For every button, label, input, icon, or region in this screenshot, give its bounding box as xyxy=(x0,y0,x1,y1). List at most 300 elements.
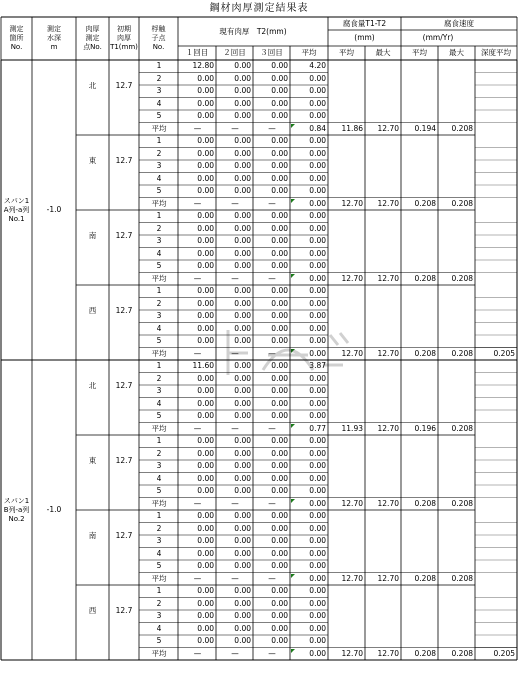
measurement-point-no: 3 xyxy=(156,461,162,470)
header-measurement-point xyxy=(139,17,178,60)
thickness-value: 0.00 xyxy=(234,523,251,533)
thickness-value: 0.00 xyxy=(234,98,251,108)
thickness-value: 0.00 xyxy=(271,286,288,295)
header-current-thickness: 現有肉厚 T2(mm) xyxy=(219,27,287,36)
average-value: — xyxy=(193,123,202,133)
average-value: — xyxy=(193,423,202,433)
thickness-value: 0.00 xyxy=(197,98,214,108)
corrosion-value: 0.208 xyxy=(414,273,436,283)
thickness-value: 0.00 xyxy=(271,511,288,520)
thickness-value: 0.00 xyxy=(309,611,326,620)
thickness-value: 0.00 xyxy=(234,386,251,395)
corrosion-value: 0.208 xyxy=(414,198,436,208)
depth-value: -1.0 xyxy=(46,505,62,514)
thickness-value: 0.00 xyxy=(271,361,288,370)
thickness-value: 0.00 xyxy=(271,98,288,108)
measurement-point-no: 2 xyxy=(156,148,162,158)
thickness-value: 0.00 xyxy=(309,486,326,495)
thickness-value: 0.00 xyxy=(197,336,214,345)
corrosion-value: 11.93 xyxy=(341,423,363,433)
measurement-point-no: 1 xyxy=(156,211,162,220)
thickness-value: 0.00 xyxy=(309,473,326,483)
thickness-value: 0.00 xyxy=(197,486,214,495)
corrosion-value: 12.70 xyxy=(341,198,363,208)
header-round: 平均 xyxy=(301,48,317,57)
span-label-line: B列-a列 xyxy=(3,505,30,514)
thickness-value: 0.00 xyxy=(234,323,251,333)
average-value: — xyxy=(268,198,276,208)
measurement-point-no: 4 xyxy=(156,248,162,258)
thickness-value: 0.00 xyxy=(197,548,214,558)
thickness-value: 0.00 xyxy=(197,411,214,420)
thickness-value: 0.00 xyxy=(271,61,288,70)
thickness-value: 0.00 xyxy=(234,173,251,183)
thickness-value: 0.00 xyxy=(309,223,326,233)
thickness-value: 0.00 xyxy=(271,611,288,620)
thickness-value: 0.00 xyxy=(197,436,214,445)
corrosion-value: 12.70 xyxy=(377,573,399,583)
thickness-value: 0.00 xyxy=(197,136,214,145)
header-sub-max: 最大 xyxy=(449,48,464,57)
thickness-value: 0.00 xyxy=(309,511,326,520)
header-depth-line: 水深 xyxy=(47,34,61,42)
average-value: — xyxy=(268,423,276,433)
thickness-value: 11.60 xyxy=(192,361,214,370)
corrosion-value: 11.86 xyxy=(341,123,363,133)
direction-label: 北 xyxy=(88,381,97,391)
span-label-line: No.2 xyxy=(8,514,25,523)
initial-thickness: 12.7 xyxy=(115,456,133,466)
measurement-point-no: 2 xyxy=(156,298,162,308)
thickness-value: 0.00 xyxy=(197,536,214,545)
thickness-value: 0.00 xyxy=(234,598,251,608)
average-value: 0.00 xyxy=(309,648,326,658)
corrosion-value: 0.208 xyxy=(451,198,473,208)
thickness-value: 0.00 xyxy=(197,86,214,95)
measurement-point-no: 2 xyxy=(156,373,162,383)
average-label: 平均 xyxy=(151,123,167,133)
thickness-value: 0.00 xyxy=(197,248,214,258)
depth-average-value: 0.205 xyxy=(493,348,515,358)
depth-average-value: 0.205 xyxy=(493,648,515,658)
thickness-value: 4.20 xyxy=(309,61,326,70)
thickness-value: 0.00 xyxy=(234,161,251,170)
thickness-value: 0.00 xyxy=(197,373,214,383)
thickness-value: 0.00 xyxy=(309,136,326,145)
measurement-point-no: 3 xyxy=(156,311,162,320)
thickness-value: 0.00 xyxy=(234,361,251,370)
header-location xyxy=(1,17,32,60)
average-value: — xyxy=(193,498,202,508)
thickness-value: 0.00 xyxy=(234,373,251,383)
thickness-value: 0.00 xyxy=(197,286,214,295)
corrosion-value: 0.196 xyxy=(414,423,436,433)
error-marker-icon xyxy=(291,649,295,653)
average-value: — xyxy=(193,648,202,658)
direction-label: 東 xyxy=(88,156,97,166)
initial-thickness: 12.7 xyxy=(115,531,133,541)
corrosion-value: 0.208 xyxy=(414,498,436,508)
thickness-value: 0.00 xyxy=(309,561,326,570)
thickness-value: 0.00 xyxy=(309,161,326,170)
direction-label: 西 xyxy=(88,306,97,316)
average-value: — xyxy=(231,648,239,658)
initial-thickness: 12.7 xyxy=(115,81,133,91)
measurement-point-no: 1 xyxy=(156,136,162,145)
header-measurement-point-line: 子点 xyxy=(151,34,166,42)
thickness-value: 0.00 xyxy=(234,136,251,145)
header-corrosion-amount: 腐食量T1-T2 xyxy=(342,19,387,28)
thickness-value: 0.00 xyxy=(271,436,288,445)
average-label: 平均 xyxy=(151,348,167,358)
corrosion-value: 0.208 xyxy=(451,273,473,283)
thickness-value: 0.00 xyxy=(271,598,288,608)
corrosion-value: 0.208 xyxy=(451,123,473,133)
corrosion-value: 12.70 xyxy=(341,573,363,583)
thickness-value: 0.00 xyxy=(234,473,251,483)
measurement-point-no: 5 xyxy=(156,486,162,495)
corrosion-value: 12.70 xyxy=(377,123,399,133)
thickness-value: 0.00 xyxy=(234,73,251,83)
average-label: 平均 xyxy=(151,648,167,658)
thickness-value: 0.00 xyxy=(271,461,288,470)
initial-thickness: 12.7 xyxy=(115,156,133,166)
corrosion-value: 0.208 xyxy=(451,498,473,508)
thickness-value: 0.00 xyxy=(309,86,326,95)
header-location-line: 箇所 xyxy=(9,34,24,42)
header-point-line: 点No. xyxy=(83,43,102,51)
thickness-value: 0.00 xyxy=(309,373,326,383)
thickness-value: 0.00 xyxy=(197,611,214,620)
direction-label: 西 xyxy=(88,606,97,616)
thickness-value: 0.00 xyxy=(271,261,288,270)
measurement-point-no: 5 xyxy=(156,111,162,120)
measurement-point-no: 5 xyxy=(156,561,162,570)
thickness-value: 0.00 xyxy=(234,398,251,408)
measurement-point-no: 3 xyxy=(156,86,162,95)
thickness-value: 0.00 xyxy=(234,236,251,245)
measurement-point-no: 1 xyxy=(156,586,162,595)
measurement-point-no: 5 xyxy=(156,261,162,270)
thickness-value: 0.00 xyxy=(234,461,251,470)
thickness-value: 0.00 xyxy=(309,211,326,220)
average-label: 平均 xyxy=(151,573,167,583)
thickness-value: 0.00 xyxy=(271,311,288,320)
average-label: 平均 xyxy=(151,198,167,208)
header-initial-thickness-line: 肉厚 xyxy=(117,34,131,42)
measurement-point-no: 2 xyxy=(156,523,162,533)
thickness-value: 0.00 xyxy=(271,486,288,495)
measurement-point-no: 2 xyxy=(156,598,162,608)
page-title: 鋼材肉厚測定結果表 xyxy=(209,3,309,14)
thickness-value: 0.00 xyxy=(197,598,214,608)
thickness-value: 0.00 xyxy=(271,223,288,233)
measurement-point-no: 4 xyxy=(156,173,162,183)
thickness-value: 0.00 xyxy=(309,586,326,595)
average-label: 平均 xyxy=(151,498,167,508)
measurement-point-no: 4 xyxy=(156,473,162,483)
thickness-value: 0.00 xyxy=(309,448,326,458)
thickness-value: 0.00 xyxy=(197,173,214,183)
thickness-value: 0.00 xyxy=(309,173,326,183)
measurement-point-no: 4 xyxy=(156,398,162,408)
thickness-value: 0.00 xyxy=(197,223,214,233)
thickness-value: 0.00 xyxy=(234,486,251,495)
corrosion-value: 0.208 xyxy=(451,573,473,583)
average-label: 平均 xyxy=(151,273,167,283)
thickness-value: 0.00 xyxy=(234,298,251,308)
thickness-value: 0.00 xyxy=(234,436,251,445)
header-sub-avg: 平均 xyxy=(412,48,427,57)
thickness-value: 0.00 xyxy=(271,623,288,633)
measurement-point-no: 2 xyxy=(156,223,162,233)
thickness-value: 0.00 xyxy=(197,561,214,570)
thickness-value: 0.00 xyxy=(197,161,214,170)
thickness-value: 0.00 xyxy=(271,473,288,483)
thickness-value: 0.00 xyxy=(309,286,326,295)
header-sub-max: 最大 xyxy=(375,48,391,57)
thickness-value: 0.00 xyxy=(271,86,288,95)
thickness-value: 0.00 xyxy=(309,323,326,333)
thickness-value: 0.00 xyxy=(234,223,251,233)
error-marker-icon xyxy=(291,499,295,503)
thickness-value: 0.00 xyxy=(234,61,251,70)
thickness-value: 0.00 xyxy=(197,586,214,595)
header-round: １回目 xyxy=(185,48,209,57)
thickness-value: 0.00 xyxy=(271,386,288,395)
header-initial-thickness-line: 初期 xyxy=(117,25,131,33)
depth-value: -1.0 xyxy=(46,205,62,214)
corrosion-value: 0.194 xyxy=(414,123,436,133)
thickness-value: 0.00 xyxy=(309,636,326,645)
thickness-value: 0.00 xyxy=(197,623,214,633)
corrosion-value: 12.70 xyxy=(377,273,399,283)
average-value: — xyxy=(268,348,276,358)
header-corrosion-amount-unit: (mm) xyxy=(354,33,375,42)
thickness-value: 0.00 xyxy=(271,186,288,195)
thickness-value: 0.00 xyxy=(197,111,214,120)
thickness-value: 0.00 xyxy=(234,511,251,520)
thickness-value: 0.00 xyxy=(309,461,326,470)
thickness-value: 0.00 xyxy=(309,386,326,395)
thickness-value: 0.00 xyxy=(197,211,214,220)
thickness-value: 0.00 xyxy=(234,336,251,345)
average-value: — xyxy=(268,498,276,508)
span-label-line: スパン1 xyxy=(3,496,30,505)
thickness-value: 0.00 xyxy=(309,411,326,420)
average-value: — xyxy=(268,273,276,283)
thickness-value: 0.00 xyxy=(309,536,326,545)
header-round: ３回目 xyxy=(260,48,283,57)
error-marker-icon xyxy=(291,424,295,428)
thickness-value: 0.00 xyxy=(309,548,326,558)
average-value: — xyxy=(231,573,239,583)
average-value: — xyxy=(231,498,239,508)
average-value: — xyxy=(193,198,202,208)
corrosion-value: 12.70 xyxy=(341,648,363,658)
average-value: — xyxy=(231,348,239,358)
measurement-point-no: 1 xyxy=(156,436,162,445)
header-point-line: 肉厚 xyxy=(85,25,100,33)
corrosion-value: 0.208 xyxy=(451,648,473,658)
corrosion-value: 12.70 xyxy=(377,348,399,358)
average-value: 0.00 xyxy=(309,498,326,508)
thickness-value: 0.00 xyxy=(271,236,288,245)
thickness-value: 0.00 xyxy=(271,398,288,408)
thickness-value: 0.00 xyxy=(271,161,288,170)
thickness-value: 0.00 xyxy=(234,411,251,420)
direction-label: 南 xyxy=(88,231,97,241)
thickness-value: 0.00 xyxy=(309,298,326,308)
thickness-value: 0.00 xyxy=(234,248,251,258)
average-value: — xyxy=(231,423,239,433)
corrosion-value: 12.70 xyxy=(377,648,399,658)
corrosion-value: 0.208 xyxy=(414,573,436,583)
thickness-value: 0.00 xyxy=(271,248,288,258)
thickness-value: 0.00 xyxy=(271,536,288,545)
corrosion-value: 12.70 xyxy=(377,198,399,208)
thickness-value: 0.00 xyxy=(309,98,326,108)
measurement-point-no: 3 xyxy=(156,386,162,395)
header-initial-thickness-line: T1(mm) xyxy=(110,43,138,51)
header-initial-thickness xyxy=(109,17,139,60)
thickness-value: 0.00 xyxy=(234,448,251,458)
thickness-value: 0.00 xyxy=(309,623,326,633)
thickness-value: 0.00 xyxy=(234,86,251,95)
average-value: — xyxy=(193,348,202,358)
thickness-value: 0.00 xyxy=(234,611,251,620)
thickness-value: 0.00 xyxy=(271,148,288,158)
average-value: 0.00 xyxy=(309,198,326,208)
measurement-point-no: 5 xyxy=(156,636,162,645)
measurement-point-no: 1 xyxy=(156,61,162,70)
thickness-value: 0.00 xyxy=(309,261,326,270)
thickness-value: 0.00 xyxy=(234,148,251,158)
thickness-value: 0.00 xyxy=(271,373,288,383)
average-value: — xyxy=(231,123,239,133)
measurement-point-no: 4 xyxy=(156,623,162,633)
thickness-value: 0.00 xyxy=(234,111,251,120)
header-point-line: 測定 xyxy=(85,34,100,42)
span-label xyxy=(1,190,32,230)
thickness-value: 0.00 xyxy=(197,386,214,395)
average-value: — xyxy=(193,573,202,583)
header-sub-avg: 平均 xyxy=(339,48,354,57)
average-value: 0.77 xyxy=(309,423,326,433)
measurement-point-no: 1 xyxy=(156,286,162,295)
average-value: 0.00 xyxy=(309,273,326,283)
thickness-value: 0.00 xyxy=(197,461,214,470)
thickness-value: 0.00 xyxy=(234,211,251,220)
thickness-value: 0.00 xyxy=(271,411,288,420)
thickness-value: 0.00 xyxy=(197,473,214,483)
thickness-value: 0.00 xyxy=(234,261,251,270)
thickness-value: 0.00 xyxy=(271,298,288,308)
measurement-point-no: 2 xyxy=(156,73,162,83)
corrosion-value: 0.208 xyxy=(451,423,473,433)
thickness-value: 0.00 xyxy=(271,336,288,345)
thickness-value: 0.00 xyxy=(309,598,326,608)
thickness-value: 0.00 xyxy=(197,236,214,245)
initial-thickness: 12.7 xyxy=(115,231,133,241)
thickness-value: 0.00 xyxy=(271,636,288,645)
measurement-point-no: 3 xyxy=(156,236,162,245)
initial-thickness: 12.7 xyxy=(115,606,133,616)
error-marker-icon xyxy=(291,274,295,278)
thickness-value: 12.80 xyxy=(192,61,214,70)
thickness-value: 0.00 xyxy=(309,436,326,445)
thickness-value: 0.00 xyxy=(271,211,288,220)
average-value: — xyxy=(268,123,276,133)
thickness-value: 0.00 xyxy=(197,186,214,195)
thickness-value: 0.00 xyxy=(309,186,326,195)
thickness-value: 0.00 xyxy=(271,586,288,595)
average-value: — xyxy=(231,198,239,208)
header-corrosion-rate: 腐食速度 xyxy=(444,19,474,28)
measurement-point-no: 5 xyxy=(156,336,162,345)
thickness-value: 0.00 xyxy=(197,298,214,308)
measurement-point-no: 5 xyxy=(156,411,162,420)
thickness-value: 0.00 xyxy=(271,173,288,183)
thickness-value: 0.00 xyxy=(271,448,288,458)
average-value: — xyxy=(268,648,276,658)
thickness-value: 0.00 xyxy=(197,523,214,533)
thickness-value: 0.00 xyxy=(234,586,251,595)
thickness-value: 0.00 xyxy=(197,148,214,158)
average-value: — xyxy=(231,273,239,283)
corrosion-value: 0.208 xyxy=(414,348,436,358)
header-depth-line: 測定 xyxy=(47,25,61,33)
thickness-value: 0.00 xyxy=(197,323,214,333)
thickness-value: 0.00 xyxy=(197,73,214,83)
thickness-value: 0.00 xyxy=(197,636,214,645)
average-value: 0.00 xyxy=(309,573,326,583)
error-marker-icon xyxy=(291,199,295,203)
header-measurement-point-line: No. xyxy=(152,43,165,51)
corrosion-value: 12.70 xyxy=(341,498,363,508)
measurement-point-no: 5 xyxy=(156,186,162,195)
span-label-line: No.1 xyxy=(8,214,25,223)
measurement-point-no: 4 xyxy=(156,323,162,333)
measurement-point-no: 3 xyxy=(156,536,162,545)
thickness-value: 0.00 xyxy=(309,398,326,408)
header-location-line: 測定 xyxy=(9,25,24,33)
thickness-value: 0.00 xyxy=(197,261,214,270)
header-round: ２回目 xyxy=(223,48,246,57)
thickness-value: 0.00 xyxy=(197,311,214,320)
thickness-value: 0.00 xyxy=(271,548,288,558)
average-value: — xyxy=(193,273,202,283)
thickness-value: 3.87 xyxy=(309,361,326,370)
initial-thickness: 12.7 xyxy=(115,381,133,391)
measurement-point-no: 4 xyxy=(156,548,162,558)
corrosion-value: 0.208 xyxy=(451,348,473,358)
measurement-point-no: 1 xyxy=(156,361,162,370)
thickness-value: 0.00 xyxy=(197,448,214,458)
thickness-value: 0.00 xyxy=(234,186,251,195)
thickness-value: 0.00 xyxy=(234,561,251,570)
error-marker-icon xyxy=(291,124,295,128)
corrosion-value: 12.70 xyxy=(377,498,399,508)
thickness-value: 0.00 xyxy=(271,136,288,145)
header-measurement-point-line: 桴触 xyxy=(151,25,166,33)
average-label: 平均 xyxy=(151,423,167,433)
thickness-value: 0.00 xyxy=(197,511,214,520)
thickness-value: 0.00 xyxy=(271,73,288,83)
thickness-value: 0.00 xyxy=(234,623,251,633)
thickness-value: 0.00 xyxy=(309,73,326,83)
measurement-point-no: 4 xyxy=(156,98,162,108)
